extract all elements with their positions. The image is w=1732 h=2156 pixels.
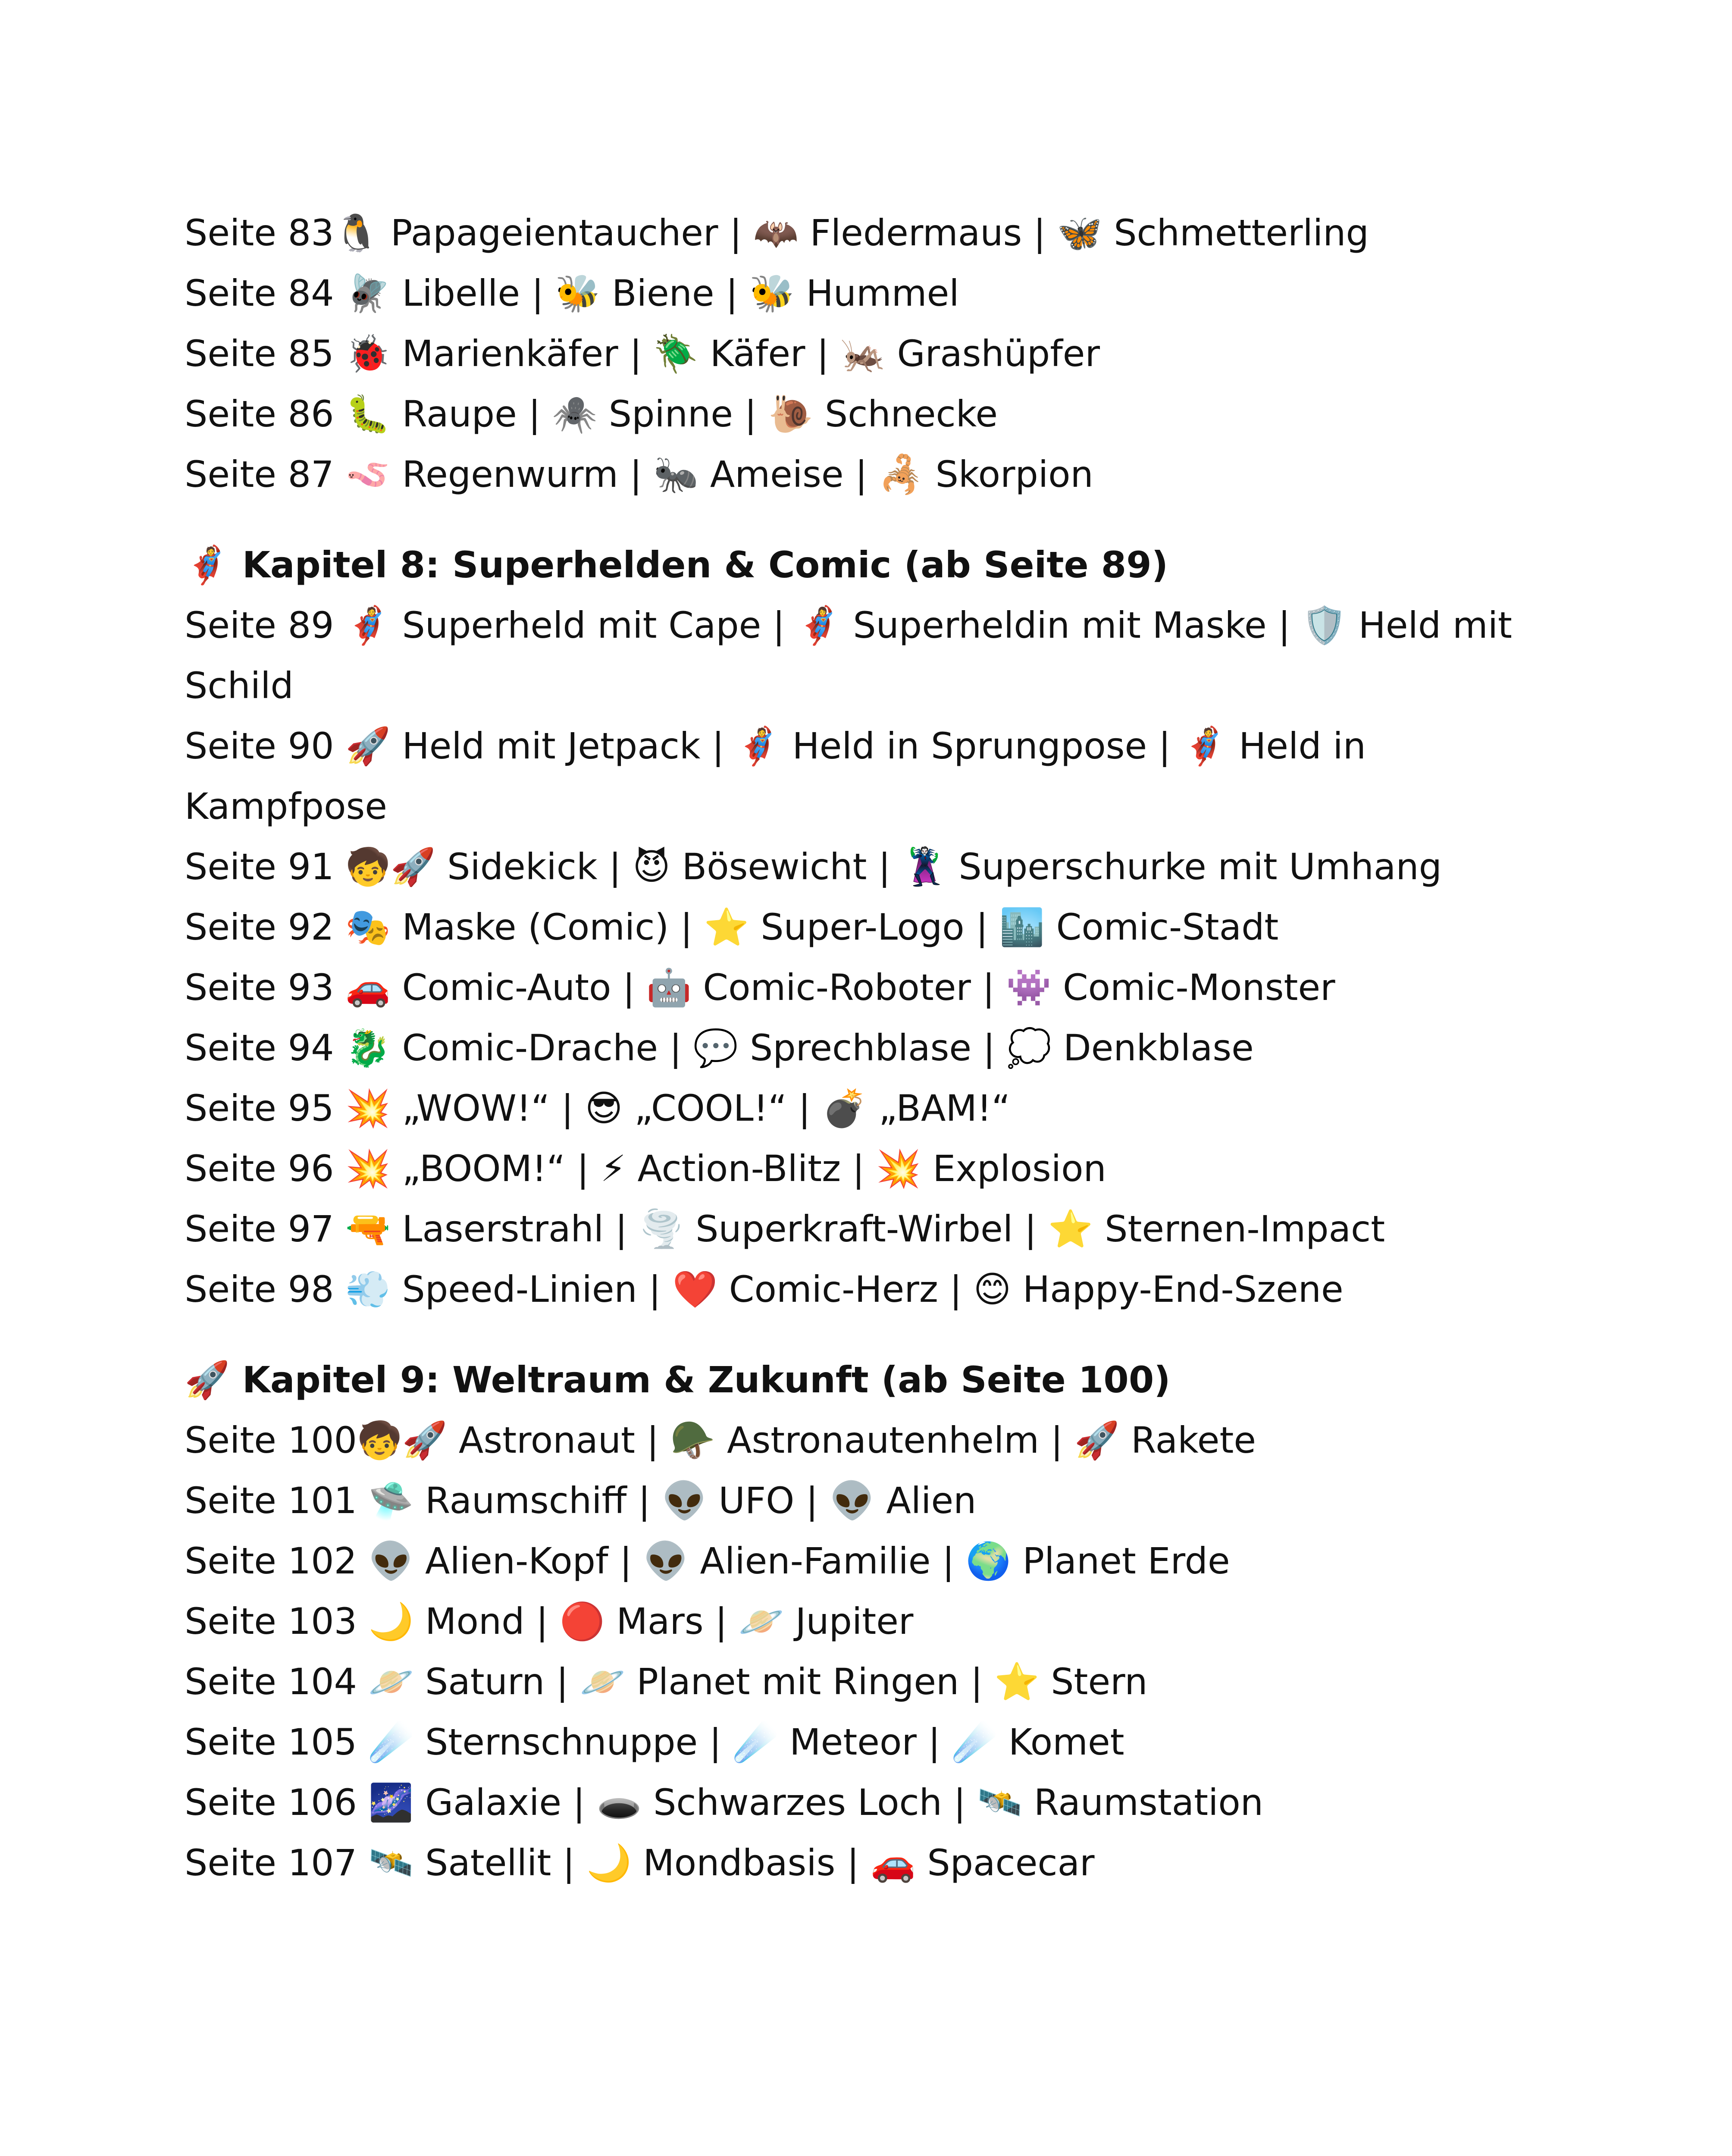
index-line-104: Seite 104 🪐 Saturn | 🪐 Planet mit Ringen | ⭐ Stern <box>185 1661 1148 1703</box>
chapter-9-heading: 🚀 Kapitel 9: Weltraum & Zukunft (ab Seite 100) <box>185 1359 1171 1401</box>
index-line-106: Seite 106 🌌 Galaxie | 🕳️ Schwarzes Loch | 🛰️ Raumstation <box>185 1781 1264 1824</box>
index-line-95: Seite 95 💥 „WOW!“ | 😎 „COOL!“ | 💣 „BAM!“ <box>185 1087 1011 1129</box>
index-line-98: Seite 98 💨 Speed-Linien | ❤️ Comic-Herz | 😊 Happy-End-Szene <box>185 1268 1344 1310</box>
index-line-84: Seite 84 🪰 Libelle | 🐝 Biene | 🐝 Hummel <box>185 272 959 314</box>
chapter-8-heading: 🦸 Kapitel 8: Superhelden & Comic (ab Seite 89) <box>185 544 1168 586</box>
index-line-96: Seite 96 💥 „BOOM!“ | ⚡ Action-Blitz | 💥 Explosion <box>185 1147 1106 1190</box>
index-line-87: Seite 87 🪱 Regenwurm | 🐜 Ameise | 🦂 Skorpion <box>185 453 1093 495</box>
index-line-91: Seite 91 🧒🚀 Sidekick | 😈 Bösewicht | 🦹 Superschurke mit Umhang <box>185 846 1442 888</box>
index-line-92: Seite 92 🎭 Maske (Comic) | ⭐ Super-Logo | 🏙️ Comic-Stadt <box>185 906 1279 948</box>
index-line-94: Seite 94 🐉 Comic-Drache | 💬 Sprechblase | 💭 Denkblase <box>185 1027 1254 1069</box>
index-line-86: Seite 86 🐛 Raupe | 🕷️ Spinne | 🐌 Schnecke <box>185 393 998 435</box>
index-line-101: Seite 101 🛸 Raumschiff | 👽 UFO | 👽 Alien <box>185 1479 977 1522</box>
index-line-105: Seite 105 ☄️ Sternschnuppe | ☄️ Meteor | ☄️ Komet <box>185 1721 1124 1763</box>
document-page <box>185 203 1564 1893</box>
index-line-102: Seite 102 👽 Alien-Kopf | 👽 Alien-Familie | 🌍 Planet Erde <box>185 1540 1230 1582</box>
index-line-90: Seite 90 🚀 Held mit Jetpack | 🦸 Held in Sprungpose | 🦸 Held in Kampfpose <box>185 725 1366 827</box>
index-line-103: Seite 103 🌙 Mond | 🔴 Mars | 🪐 Jupiter <box>185 1600 914 1642</box>
index-line-93: Seite 93 🚗 Comic-Auto | 🤖 Comic-Roboter | 👾 Comic-Monster <box>185 966 1335 1009</box>
index-line-89: Seite 89 🦸 Superheld mit Cape | 🦸‍♀️ Superheldin mit Maske | 🛡️ Held mit Schild <box>185 604 1512 707</box>
index-line-85: Seite 85 🐞 Marienkäfer | 🪲 Käfer | 🦗 Grashüpfer <box>185 332 1100 375</box>
index-line-83: Seite 83🐧 Papageientaucher | 🦇 Fledermaus | 🦋 Schmetterling <box>185 212 1369 254</box>
index-line-97: Seite 97 🔫 Laserstrahl | 🌪️ Superkraft-Wirbel | ⭐ Sternen-Impact <box>185 1208 1385 1250</box>
index-line-100: Seite 100🧒🚀 Astronaut | 🪖 Astronautenhelm | 🚀 Rakete <box>185 1419 1256 1461</box>
index-line-107: Seite 107 🛰️ Satellit | 🌙 Mondbasis | 🚗 Spacecar <box>185 1842 1095 1884</box>
